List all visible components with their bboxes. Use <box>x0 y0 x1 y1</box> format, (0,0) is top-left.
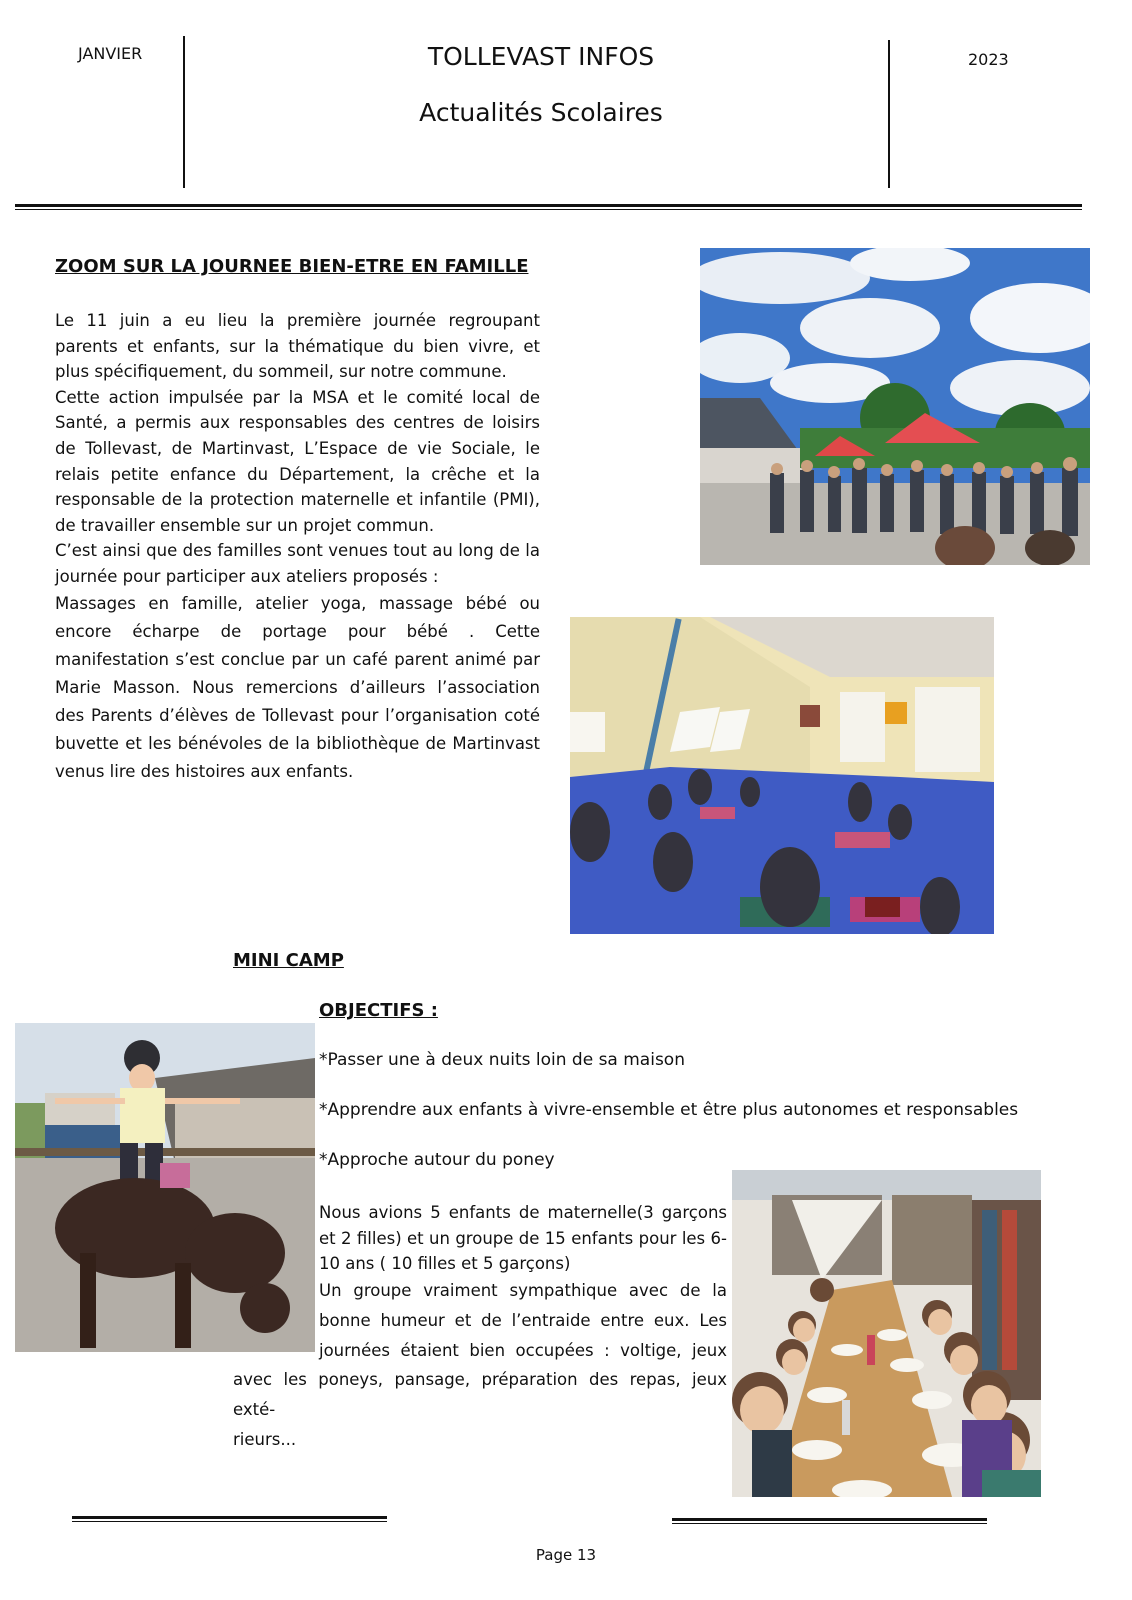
photo-pony <box>15 1023 315 1352</box>
objectives-heading: OBJECTIFS : <box>319 1000 438 1021</box>
photo-dinner-table <box>732 1170 1041 1497</box>
page-subtitle: Actualités Scolaires <box>419 98 663 127</box>
mini-camp-paragraph-c <box>233 1365 727 1455</box>
page-number: Page 13 <box>535 1546 597 1564</box>
header-month: JANVIER <box>78 44 143 63</box>
article-heading-bien-etre: ZOOM SUR LA JOURNEE BIEN-ETRE EN FAMILLE <box>55 256 529 277</box>
text-line: bonne humeur et de l’entraide entre eux. Les <box>319 1311 727 1330</box>
objective-item: *Passer une à deux nuits loin de sa maison <box>319 1050 685 1070</box>
header-year: 2023 <box>968 50 1009 69</box>
header-rule <box>15 204 1082 210</box>
mini-camp-paragraph-b <box>319 1276 727 1366</box>
objective-item: *Apprendre aux enfants à vivre-ensemble et être plus autonomes et responsables <box>319 1100 1019 1120</box>
photo-yoga-room <box>570 617 994 934</box>
paragraph: C’est ainsi que des familles sont venues tout au long de la journée pour participer aux ateliers proposés : <box>55 541 540 586</box>
article-heading-mini-camp: MINI CAMP <box>233 950 344 971</box>
header-divider-left <box>183 36 185 188</box>
footer-rule-left <box>72 1516 387 1522</box>
paragraph: Cette action impulsée par la MSA et le comité local de Santé, a permis aux responsables des centres de loisirs de Tollevast, de Martinvast, L’Espace de vie Sociale, le relais petite enfance du Département, la crêche et la responsable de la protection maternelle et infantile (PMI), de travailler ensemble sur un projet commun. <box>55 387 540 535</box>
text-line: rieurs... <box>233 1430 297 1449</box>
text-line: journées étaient bien occupées : voltige, jeux <box>319 1341 727 1360</box>
paragraph: Massages en famille, atelier yoga, massage bébé ou encore écharpe de portage pour bébé . Cette manifestation s’est conclue par un café parent animé par Marie Masson. Nous remercions d’ailleurs l’association des Parents d’élèves de Tollevast pour l’organisation coté buvette et les bénévoles de la bibliothèque de Martinvast venus lire des histoires aux enfants. <box>55 593 540 781</box>
page-title: TOLLEVAST INFOS <box>427 42 655 71</box>
mini-camp-paragraph-a: Nous avions 5 enfants de maternelle(3 garçons et 2 filles) et un groupe de 15 enfants pour les 6-10 ans ( 10 filles et 5 garçons) <box>319 1203 727 1274</box>
article-body-bien-etre <box>55 308 540 786</box>
footer-rule-right <box>672 1518 987 1524</box>
photo-outdoor-event <box>700 248 1090 565</box>
text-line: Un groupe vraiment sympathique avec de la <box>319 1281 727 1300</box>
objective-item: *Approche autour du poney <box>319 1150 555 1170</box>
paragraph: Le 11 juin a eu lieu la première journée regroupant parents et enfants, sur la thématique du bien vivre, et plus spécifiquement, du sommeil, sur notre commune. <box>55 311 540 382</box>
text-line: avec les poneys, pansage, préparation des repas, jeux exté- <box>233 1370 727 1419</box>
header-divider-right <box>888 40 890 188</box>
